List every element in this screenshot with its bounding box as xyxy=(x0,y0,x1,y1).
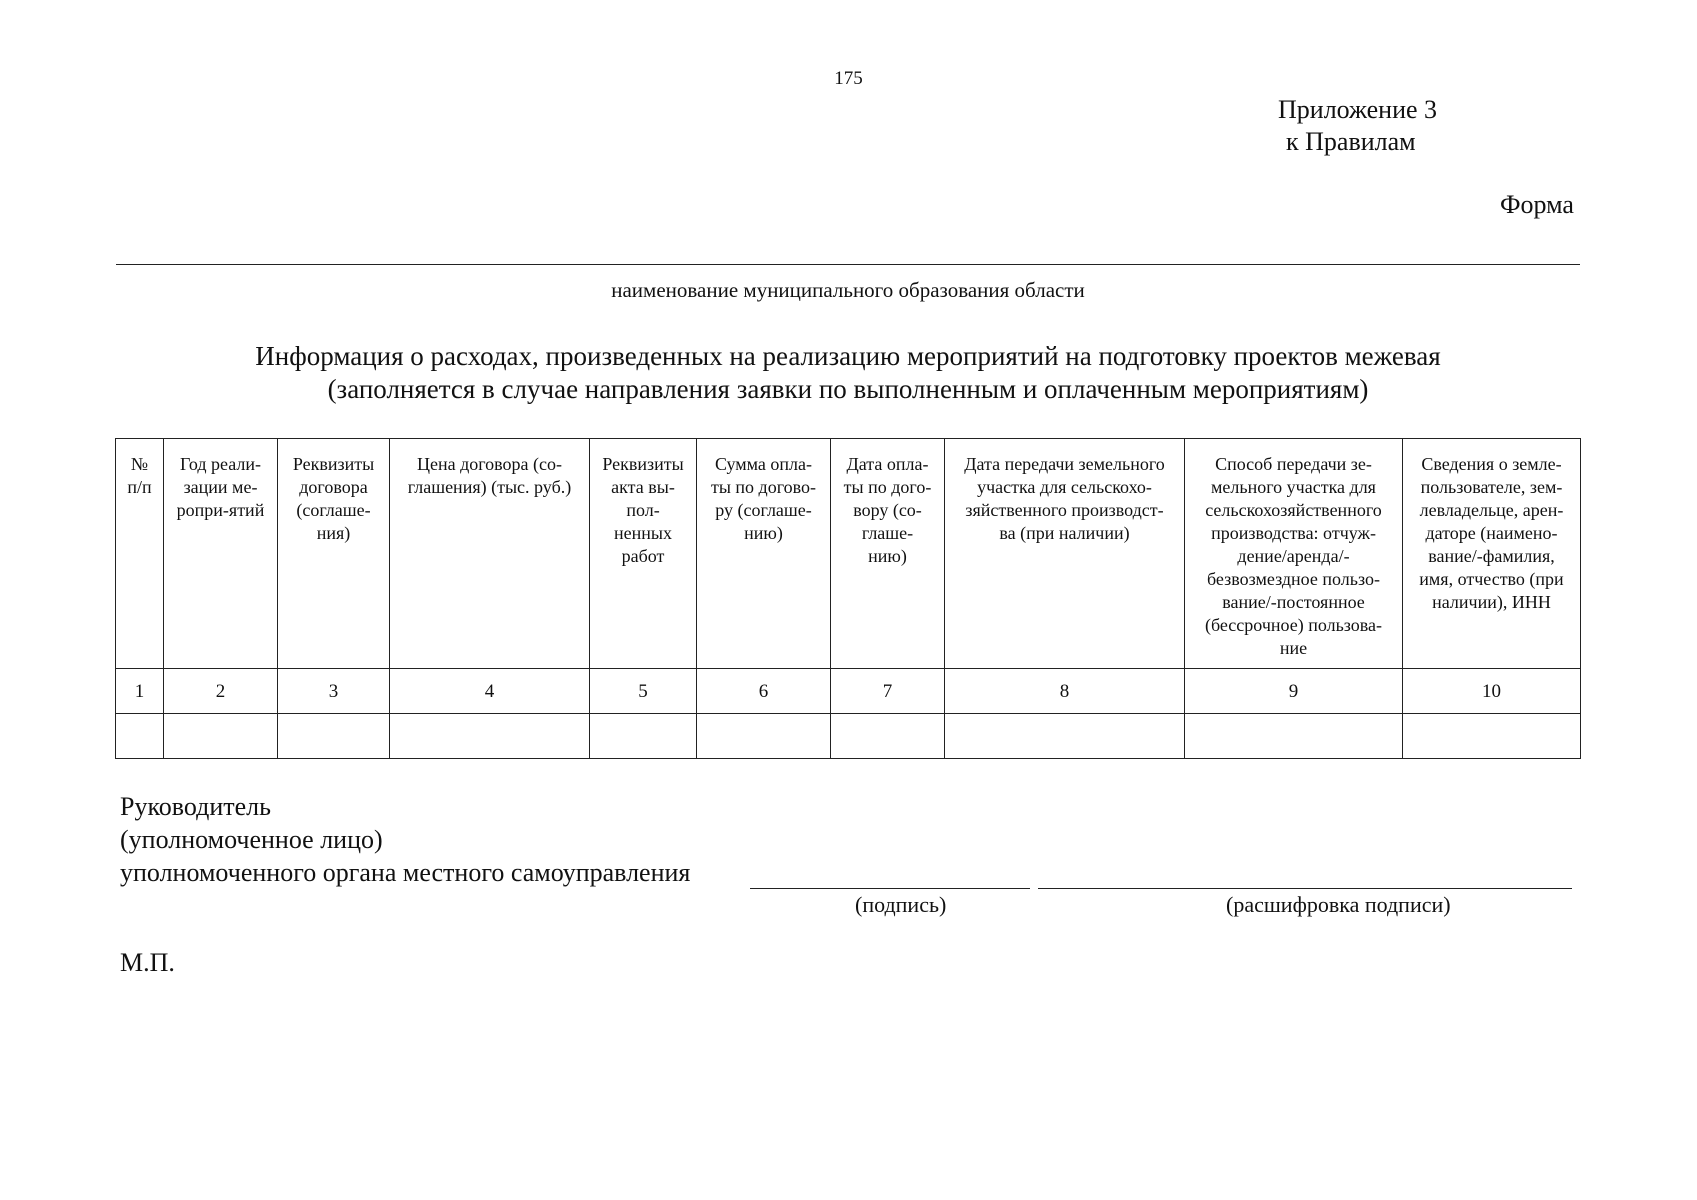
header-cell xyxy=(831,439,945,669)
header-line: договора xyxy=(299,477,368,497)
signer-role-line-3: уполномоченного органа местного самоуправления xyxy=(120,858,691,887)
empty-cell xyxy=(116,714,164,759)
header-line: глаше- xyxy=(861,523,914,543)
header-line: работ xyxy=(621,546,665,566)
header-line: участка для сельскохо- xyxy=(977,477,1152,497)
header-line: ва (при наличии) xyxy=(999,523,1130,543)
title-line-1: Информация о расходах, произведенных на реализацию мероприятий на подготовку проектов межевая xyxy=(255,341,1441,371)
header-line: пол- xyxy=(626,500,660,520)
header-line: ру (соглаше- xyxy=(715,500,812,520)
appendix-reference xyxy=(1278,94,1437,158)
header-line: вору (со- xyxy=(853,500,922,520)
header-line: № xyxy=(130,454,149,474)
empty-cell xyxy=(945,714,1185,759)
empty-cell xyxy=(390,714,590,759)
column-number-cell: 8 xyxy=(945,669,1185,714)
header-line: Цена договора (со- xyxy=(416,454,563,474)
header-line: (соглаше- xyxy=(296,500,371,520)
header-line: безвозмездное пользо- xyxy=(1207,569,1380,589)
header-line: ты по догово- xyxy=(710,477,817,497)
header-cell xyxy=(116,439,164,669)
stamp-place-label: М.П. xyxy=(120,948,175,977)
header-cell xyxy=(945,439,1185,669)
empty-cell xyxy=(831,714,945,759)
signature-caption: (подпись) xyxy=(855,892,947,917)
column-number-cell: 1 xyxy=(116,669,164,714)
signature-block xyxy=(120,790,690,889)
signature-decoding-caption: (расшифровка подписи) xyxy=(1226,892,1451,917)
header-cell xyxy=(697,439,831,669)
title-line-2: (заполняется в случае направления заявки по выполненным и оплаченным мероприятиям) xyxy=(327,374,1369,404)
empty-cell xyxy=(278,714,390,759)
header-line: глашения) (тыс. руб.) xyxy=(407,477,572,497)
header-line: сельскохозяйственного xyxy=(1205,500,1382,520)
header-line: п/п xyxy=(127,477,152,497)
appendix-line-2: к Правилам xyxy=(1286,127,1416,156)
header-line: даторе (наимено- xyxy=(1425,523,1558,543)
header-line: зации ме- xyxy=(183,477,258,497)
header-line: Способ передачи зе- xyxy=(1215,454,1372,474)
header-line: акта вы- xyxy=(611,477,675,497)
header-line: нию) xyxy=(744,523,783,543)
header-line: Дата опла- xyxy=(846,454,929,474)
signer-role-line-2: (уполномоченное лицо) xyxy=(120,825,383,854)
header-line: Сведения о земле- xyxy=(1421,454,1562,474)
header-line: ропри-ятий xyxy=(176,500,265,520)
org-name-blank-line xyxy=(116,264,1580,265)
header-cell xyxy=(590,439,697,669)
column-number-cell: 4 xyxy=(390,669,590,714)
header-line: имя, отчество (при xyxy=(1419,569,1564,589)
header-line: (бессрочное) пользова- xyxy=(1204,615,1383,635)
header-line: Реквизиты xyxy=(602,454,684,474)
empty-cell xyxy=(697,714,831,759)
header-row xyxy=(116,439,1581,669)
header-cell xyxy=(278,439,390,669)
column-number-cell: 3 xyxy=(278,669,390,714)
header-line: левладельце, арен- xyxy=(1419,500,1564,520)
column-number-cell: 2 xyxy=(164,669,278,714)
header-line: ненных xyxy=(614,523,672,543)
header-cell xyxy=(1403,439,1581,669)
header-line: наличии), ИНН xyxy=(1432,592,1551,612)
header-line: Сумма опла- xyxy=(714,454,813,474)
column-number-cell: 9 xyxy=(1185,669,1403,714)
header-line: ты по дого- xyxy=(843,477,932,497)
header-line: пользователе, зем- xyxy=(1420,477,1563,497)
column-number-cell: 6 xyxy=(697,669,831,714)
header-line: зяйственного производст- xyxy=(965,500,1164,520)
org-name-caption: наименование муниципального образования области xyxy=(611,278,1085,302)
column-number-cell: 10 xyxy=(1403,669,1581,714)
document-title xyxy=(116,340,1580,406)
header-line: вание/-постоянное xyxy=(1222,592,1365,612)
header-line: ния) xyxy=(316,523,351,543)
appendix-line-1: Приложение 3 xyxy=(1278,95,1438,124)
signature-blank-line xyxy=(750,888,1030,889)
header-line: Год реали- xyxy=(180,454,261,474)
form-label: Форма xyxy=(1500,190,1574,219)
empty-cell xyxy=(1403,714,1581,759)
header-line: Дата передачи земельного xyxy=(964,454,1165,474)
empty-cell xyxy=(1185,714,1403,759)
empty-cell xyxy=(164,714,278,759)
header-cell xyxy=(1185,439,1403,669)
header-line: нию) xyxy=(868,546,907,566)
column-number-row xyxy=(116,669,1581,714)
header-line: ние xyxy=(1279,638,1308,658)
empty-cell xyxy=(590,714,697,759)
page-number: 175 xyxy=(834,68,863,89)
column-number-cell: 5 xyxy=(590,669,697,714)
header-line: дение/аренда/- xyxy=(1237,546,1350,566)
empty-data-row xyxy=(116,714,1581,759)
header-line: Реквизиты xyxy=(292,454,375,474)
header-line: производства: отчуж- xyxy=(1211,523,1376,543)
header-cell xyxy=(390,439,590,669)
header-line: вание/-фамилия, xyxy=(1428,546,1555,566)
expenses-table xyxy=(115,438,1581,759)
signature-decoding-blank-line xyxy=(1038,888,1572,889)
header-cell xyxy=(164,439,278,669)
header-line: мельного участка для xyxy=(1211,477,1376,497)
column-number-cell: 7 xyxy=(831,669,945,714)
signer-role-line-1: Руководитель xyxy=(120,792,271,821)
